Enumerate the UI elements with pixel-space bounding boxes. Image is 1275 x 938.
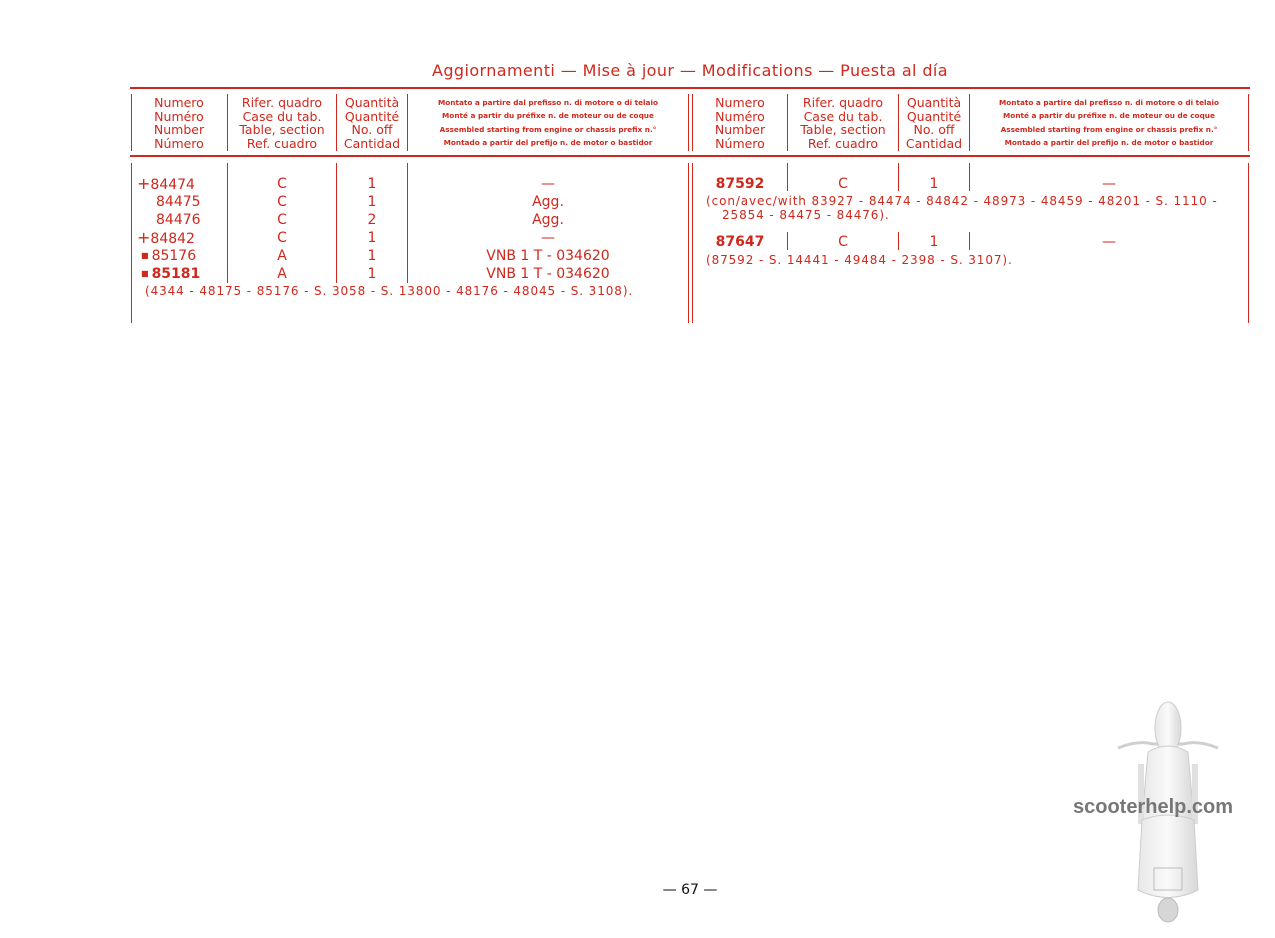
plus-marker: +: [137, 228, 151, 247]
qty-cell: 1: [367, 176, 377, 192]
mount-cell: VNB 1 T - 034620: [486, 248, 610, 264]
header-text: Ref. cuadro: [246, 135, 318, 151]
center-divider: [688, 94, 689, 151]
header-text: Quantité: [906, 108, 962, 124]
qty-cell: 2: [367, 212, 377, 228]
col-divider: [898, 163, 899, 191]
row-note: (con/avec/with 83927 - 84474 - 84842 - 48973 - 48459 - 48201 - S. 1110 -: [706, 194, 1218, 208]
part-number: 87647: [715, 234, 765, 250]
left-border: [131, 94, 132, 151]
header-text: Número: [715, 135, 765, 151]
ref-cell: A: [277, 248, 287, 264]
ref-cell: C: [277, 230, 287, 246]
ref-cell: C: [838, 176, 848, 192]
header-rule: [130, 155, 1250, 157]
header-text: Number: [714, 122, 766, 137]
mount-cell: Agg.: [532, 194, 564, 210]
header-rifer: [229, 96, 335, 150]
header-text: Numero: [154, 95, 204, 110]
header-text: Montado a partir del prefijo n. de motor o bastidor: [443, 137, 653, 147]
header-text: Quantité: [344, 108, 400, 124]
center-divider: [688, 163, 689, 323]
header-text: Quantità: [344, 95, 400, 110]
center-divider: [692, 94, 693, 151]
part-number: 84476: [156, 212, 201, 228]
part-number: 87592: [715, 176, 765, 192]
header-text: No. off: [351, 122, 393, 137]
qty-cell: 1: [367, 194, 377, 210]
mount-cell: —: [1102, 176, 1116, 192]
mount-cell: —: [541, 176, 555, 192]
header-text: Number: [153, 122, 205, 137]
qty-cell: 1: [367, 266, 377, 282]
ref-cell: C: [838, 234, 848, 250]
qty-cell: 1: [929, 234, 939, 250]
mount-cell: —: [1102, 234, 1116, 250]
header-numero: [694, 96, 786, 150]
square-marker-icon: ■: [141, 251, 149, 260]
ref-cell: A: [277, 266, 287, 282]
col-divider: [336, 163, 337, 283]
header-text: Table, section: [800, 122, 886, 137]
right-border: [1248, 94, 1249, 151]
header-text: Assembled starting from engine or chassis prefix n.°: [1000, 124, 1218, 134]
header-text: Número: [154, 135, 204, 151]
page-title: Aggiornamenti — Mise à jour — Modifications — Puesta al día: [432, 61, 948, 80]
header-text: Numero: [715, 95, 765, 110]
qty-cell: 1: [367, 248, 377, 264]
header-text: Assembled starting from engine or chassis prefix n.°: [439, 124, 657, 134]
col-divider: [969, 232, 970, 250]
left-border: [131, 163, 132, 323]
row-note: (87592 - S. 14441 - 49484 - 2398 - S. 3107).: [706, 253, 1013, 267]
header-text: Rifer. quadro: [241, 95, 323, 110]
header-montato: [971, 96, 1247, 149]
header-text: Table, section: [239, 122, 325, 137]
part-number: 85181: [151, 266, 201, 282]
header-text: Ref. cuadro: [807, 135, 879, 151]
col-divider: [227, 94, 228, 151]
col-divider: [969, 94, 970, 151]
part-number: 84842: [150, 231, 195, 247]
header-numero: [133, 96, 225, 150]
header-text: Numéro: [715, 108, 765, 124]
col-divider: [898, 232, 899, 250]
header-text: Quantità: [906, 95, 962, 110]
header-text: Monté a partir du préfixe n. de moteur ou de coque: [442, 111, 654, 121]
table-row: [137, 193, 225, 211]
part-number: 85176: [151, 248, 197, 264]
center-divider: [692, 163, 693, 323]
qty-cell: 1: [367, 230, 377, 246]
col-divider: [336, 94, 337, 151]
col-divider: [787, 94, 788, 151]
col-divider: [898, 94, 899, 151]
header-quantita: [900, 96, 968, 150]
col-divider: [787, 163, 788, 191]
header-rifer: [789, 96, 897, 150]
table-row: [137, 229, 225, 248]
title-rule: [130, 87, 1250, 89]
header-text: Monté a partir du préfixe n. de moteur ou de coque: [1003, 111, 1215, 121]
table-row: [141, 265, 227, 283]
header-text: Montato a partire dal prefisso n. di motore o di telaio: [999, 98, 1219, 107]
ref-cell: C: [277, 194, 287, 210]
mount-cell: VNB 1 T - 034620: [486, 266, 610, 282]
watermark: scooterhelp.com: [1073, 796, 1234, 818]
right-border: [1248, 163, 1249, 323]
col-divider: [407, 94, 408, 151]
plus-marker: +: [137, 174, 151, 193]
header-text: Cantidad: [343, 135, 401, 151]
header-text: Case du tab.: [803, 108, 883, 124]
row-note: 25854 - 84475 - 84476).: [722, 208, 890, 222]
square-marker-icon: ■: [141, 269, 149, 278]
header-text: Numéro: [154, 108, 204, 124]
header-text: Montado a partir del prefijo n. de motor o bastidor: [1004, 137, 1214, 147]
header-quantita: [338, 96, 406, 150]
part-number: 84475: [156, 194, 201, 210]
page-number: — 67 —: [662, 882, 718, 898]
mount-cell: Agg.: [532, 212, 564, 228]
col-divider: [787, 232, 788, 250]
header-text: Case du tab.: [242, 108, 322, 124]
qty-cell: 1: [929, 176, 939, 192]
header-text: Cantidad: [905, 135, 963, 151]
col-divider: [407, 163, 408, 283]
mount-cell: —: [541, 230, 555, 246]
header-text: Montato a partire dal prefisso n. di motore o di telaio: [438, 98, 658, 107]
left-note: (4344 - 48175 - 85176 - S. 3058 - S. 13800 - 48176 - 48045 - S. 3108).: [145, 284, 634, 298]
table-row: [137, 211, 225, 229]
part-number: 84474: [150, 177, 195, 193]
header-montato: [409, 96, 687, 149]
col-divider: [969, 163, 970, 191]
col-divider: [227, 163, 228, 283]
table-row: [137, 175, 225, 194]
table-row: [141, 247, 227, 265]
ref-cell: C: [277, 176, 287, 192]
header-text: Rifer. quadro: [802, 95, 884, 110]
ref-cell: C: [277, 212, 287, 228]
header-text: No. off: [913, 122, 955, 137]
